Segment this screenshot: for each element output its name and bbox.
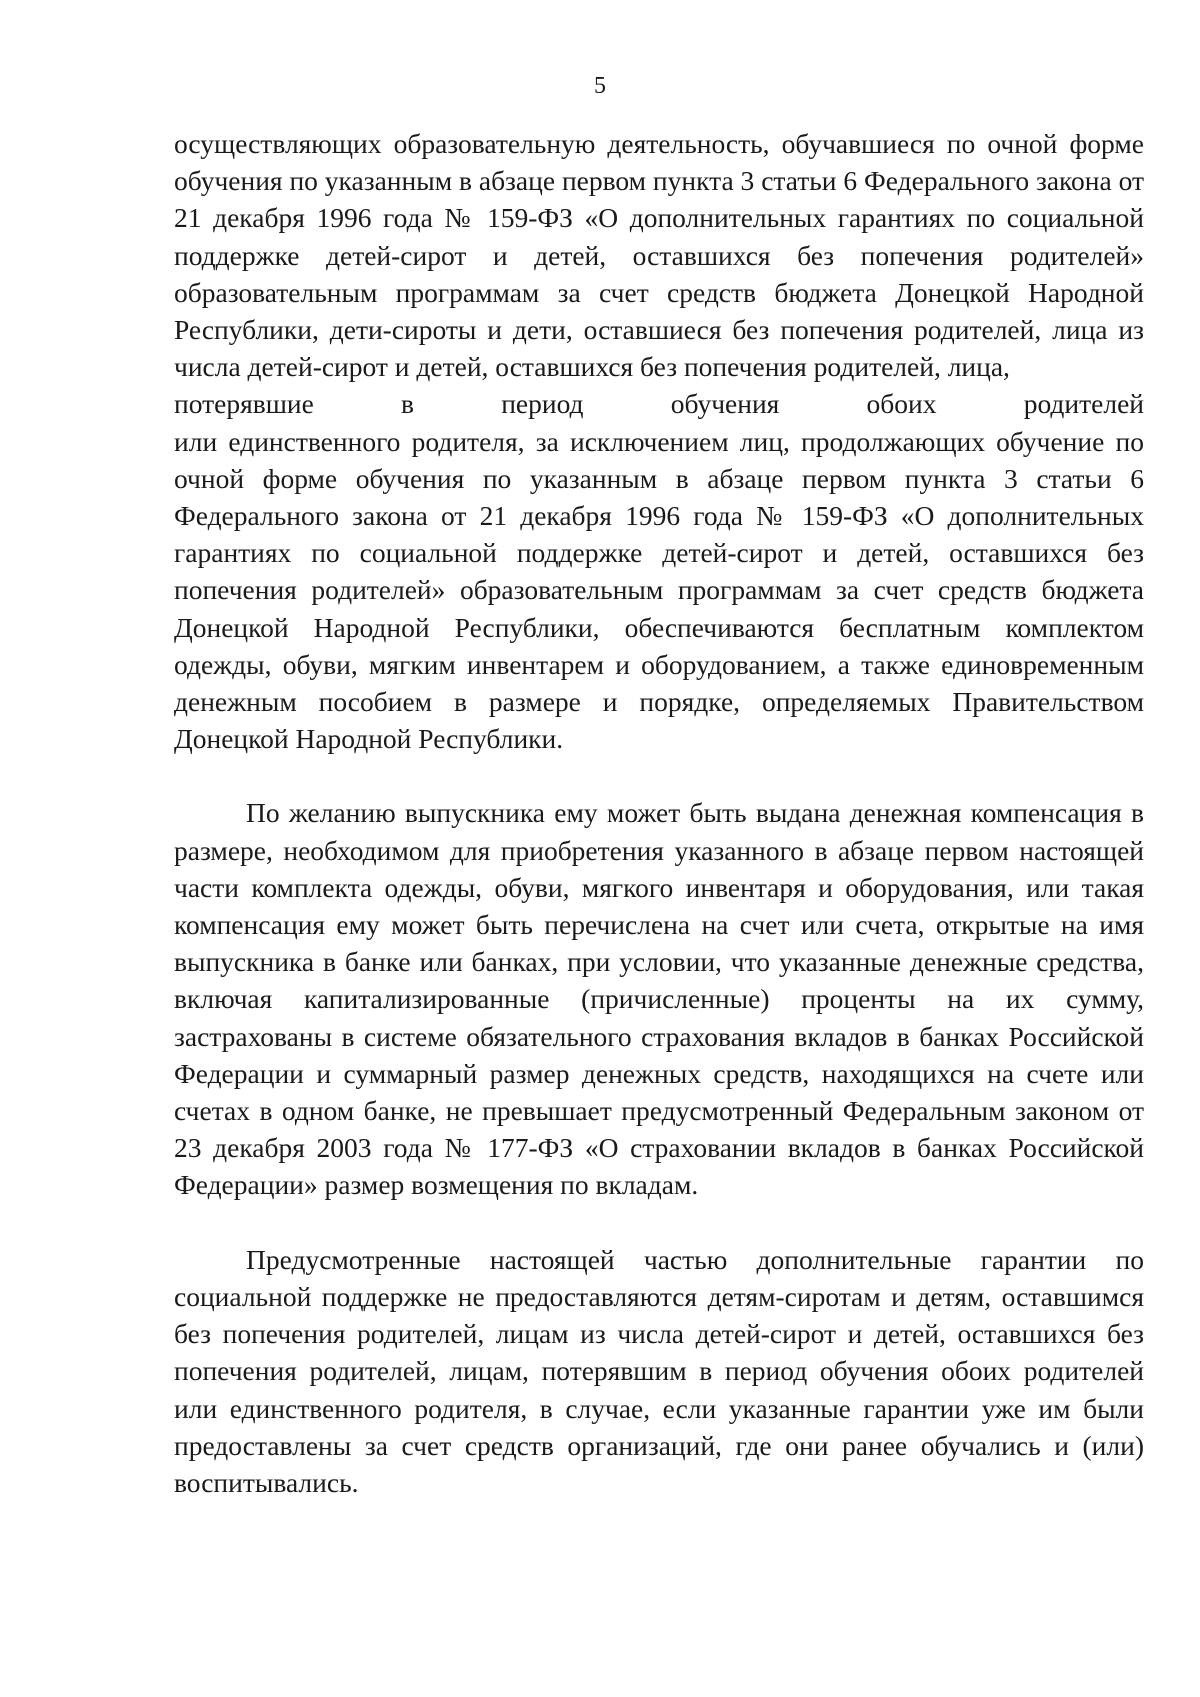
paragraph-1 bbox=[174, 125, 1144, 757]
paragraph-2: По желанию выпускника ему может быть выдана денежная компенсация в размере, необходимом для приобретения указанного в абзаце первом настоящей части комплекта одежды, обуви, мягкого инвентаря и оборудования, или такая компенсация ему может быть перечислена на счет или счета, открытые на имя выпускника в банке или банках, при условии, что указанные денежные средства, включая капитализированные (причисленные) проценты на их сумму, застрахованы в системе обязательного страхования вкладов в банках Российской Федерации и суммарный размер денежных средств, находящихся на счете или счетах в одном банке, не превышает предусмотренный Федеральным законом от 23 декабря 2003 года № 177-ФЗ «О страховании вкладов в банках Российской Федерации» размер возмещения по вкладам. bbox=[174, 797, 1144, 1201]
paragraph-3: Предусмотренные настоящей частью дополнительные гарантии по социальной поддержке не предоставляются детям-сиротам и детям, оставшимся без попечения родителей, лицам из числа детей-сирот и детей, оставшихся без попечения родителей, лицам, потерявшим в период обучения обоих родителей или единственного родителя, в случае, если указанные гарантии уже им были предоставлены за счет средств организаций, где они ранее обучались и (или) воспитывались. bbox=[174, 1243, 1144, 1498]
paragraph-1-text: осуществляющих образовательную деятельность, обучавшиеся по очной форме обучения по указанным в абзаце первом пункта 3 статьи 6 Федерального закона от 21 декабря 1996 года № 159-ФЗ «О дополнительных гарантиях по социальной поддержке детей-сирот и детей, оставшихся без попечения родителей» образовательным программам за счет средств бюджета Донецкой Народной Республики, дети-сироты и дети, оставшиеся без попечения родителей, лица из числа детей-сирот и детей, оставшихся без попечения родителей, лица, bbox=[174, 128, 1144, 383]
page-number: 5 bbox=[594, 73, 606, 99]
document-body bbox=[174, 125, 1144, 1501]
paragraph-1-text-after: или единственного родителя, за исключением лиц, продолжающих обучение по очной форме обучения по указанным в абзаце первом пункта 3 статьи 6 Федерального закона от 21 декабря 1996 года № 159-ФЗ «О дополнительных гарантиях по социальной поддержке детей-сирот и детей, оставшихся без попечения родителей» образовательным программам за счет средств бюджета Донецкой Народной Республики, обеспечиваются бесплатным комплектом одежды, обуви, мягким инвентарем и оборудованием, а также единовременным денежным пособием в размере и порядке, определяемых Правительством Донецкой Народной Республики. bbox=[174, 425, 1144, 755]
paragraph-1-spread-line: потерявшие в период обучения обоих родителей bbox=[174, 388, 1144, 420]
